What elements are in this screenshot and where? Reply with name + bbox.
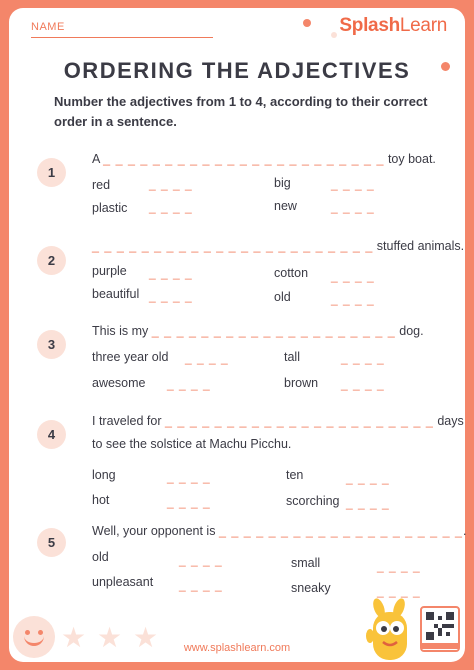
answer-blank[interactable]: _ _ _ _	[331, 292, 375, 306]
decor-dot	[303, 19, 311, 27]
sentence-after: dog.	[399, 324, 424, 338]
answer-blank[interactable]: _ _ _ _	[377, 559, 421, 573]
answer-blank[interactable]: _ _ _ _	[149, 200, 193, 214]
sentence-after: days	[437, 414, 464, 428]
adjective-word: new	[274, 199, 297, 213]
question-2-sentence	[92, 239, 464, 253]
star-icon: ★	[97, 622, 123, 653]
sentence-before: I traveled for	[92, 414, 162, 428]
qr-code[interactable]	[420, 606, 460, 652]
sentence-before: This is my	[92, 324, 149, 338]
adjective-word: three year old	[92, 350, 169, 364]
answer-blank[interactable]: _ _ _ _	[149, 266, 193, 280]
question-number-1: 1	[37, 158, 66, 187]
adjective-word: awesome	[92, 376, 146, 390]
answer-blank[interactable]: _ _ _ _	[377, 584, 421, 598]
answer-blank[interactable]: _ _ _ _	[179, 553, 223, 567]
sentence-after: stuffed animals.	[376, 239, 465, 253]
splashlearn-logo	[339, 15, 447, 37]
footer-url[interactable]: www.splashlearn.com	[183, 642, 291, 654]
answer-blank[interactable]: _ _ _ _	[341, 377, 385, 391]
adjective-word: big	[274, 176, 291, 190]
adjective-word: hot	[92, 493, 110, 507]
logo-light-text: Learn	[399, 15, 447, 36]
question-4-sentence-line2: to see the solstice at Machu Picchu.	[92, 437, 292, 451]
answer-blank[interactable]: _ _ _ _	[331, 269, 375, 283]
sentence-before: Well, your opponent is	[92, 524, 216, 538]
answer-blank[interactable]: _ _ _ _	[149, 177, 193, 191]
smiley-eye	[25, 630, 30, 635]
star-icon: ★	[133, 622, 159, 653]
mascot-icon	[365, 598, 415, 662]
answer-blank[interactable]: _ _ _ _	[346, 471, 390, 485]
adjective-word: brown	[284, 376, 319, 390]
sentence-blank[interactable]: _ _ _ _ _ _ _ _ _ _ _ _ _ _ _ _ _ _ _ _	[151, 324, 396, 338]
qr-caption-bar	[422, 643, 458, 649]
adjective-word: purple	[92, 264, 127, 278]
adjective-word: unpleasant	[92, 575, 154, 589]
question-number-4: 4	[37, 420, 66, 449]
adjective-word: cotton	[274, 266, 309, 280]
answer-blank[interactable]: _ _ _ _	[185, 351, 229, 365]
answer-blank[interactable]: _ _ _ _	[167, 377, 211, 391]
logo-bold-text: Splash	[339, 15, 400, 36]
sentence-blank[interactable]: _ _ _ _ _ _ _ _ _ _ _ _ _ _ _ _ _ _ _ _ _ _ _	[92, 239, 374, 253]
sentence-after: toy boat.	[387, 152, 436, 166]
adjective-word: old	[92, 550, 109, 564]
adjective-word: scorching	[286, 494, 340, 508]
worksheet	[9, 8, 465, 662]
adjective-word: old	[274, 290, 291, 304]
question-number-2: 2	[37, 246, 66, 275]
sentence-blank[interactable]: _ _ _ _ _ _ _ _ _ _ _ _ _ _ _ _ _ _ _ _ _ _ _	[103, 152, 385, 166]
adjective-word: plastic	[92, 201, 128, 215]
sentence-blank[interactable]: _ _ _ _ _ _ _ _ _ _ _ _ _ _ _ _ _ _ _ _	[218, 524, 463, 538]
instructions: Number the adjectives from 1 to 4, according to their correct order in a sentence.	[54, 94, 428, 129]
question-5-sentence	[92, 524, 466, 538]
adjective-word: red	[92, 178, 111, 192]
answer-blank[interactable]: _ _ _ _	[346, 496, 390, 510]
qr-pattern-icon	[426, 612, 454, 640]
answer-blank[interactable]: _ _ _ _	[331, 200, 375, 214]
adjective-word: long	[92, 468, 116, 482]
question-3-sentence	[92, 324, 424, 338]
question-1-sentence	[92, 152, 436, 166]
name-label: NAME	[31, 21, 65, 33]
adjective-word: ten	[286, 468, 304, 482]
answer-blank[interactable]: _ _ _ _	[179, 578, 223, 592]
sentence-after: .	[462, 524, 467, 538]
question-4-sentence	[92, 414, 464, 428]
sentence-before: A	[92, 152, 100, 166]
adjective-word: beautiful	[92, 287, 140, 301]
name-line[interactable]	[31, 37, 213, 38]
adjective-word: small	[291, 556, 321, 570]
question-number-5: 5	[37, 528, 66, 557]
answer-blank[interactable]: _ _ _ _	[331, 177, 375, 191]
answer-blank[interactable]: _ _ _ _	[167, 495, 211, 509]
adjective-word: tall	[284, 350, 300, 364]
answer-blank[interactable]: _ _ _ _	[167, 470, 211, 484]
answer-blank[interactable]: _ _ _ _	[341, 351, 385, 365]
answer-blank[interactable]: _ _ _ _	[149, 289, 193, 303]
star-icon: ★	[61, 622, 87, 653]
smiley-eye	[38, 630, 43, 635]
question-number-3: 3	[37, 330, 66, 359]
decor-dot	[331, 32, 337, 38]
adjective-word: sneaky	[291, 581, 331, 595]
page-title: ORDERING THE ADJECTIVES	[63, 58, 411, 83]
sentence-blank[interactable]: _ _ _ _ _ _ _ _ _ _ _ _ _ _ _ _ _ _ _ _ _ _	[164, 414, 434, 428]
